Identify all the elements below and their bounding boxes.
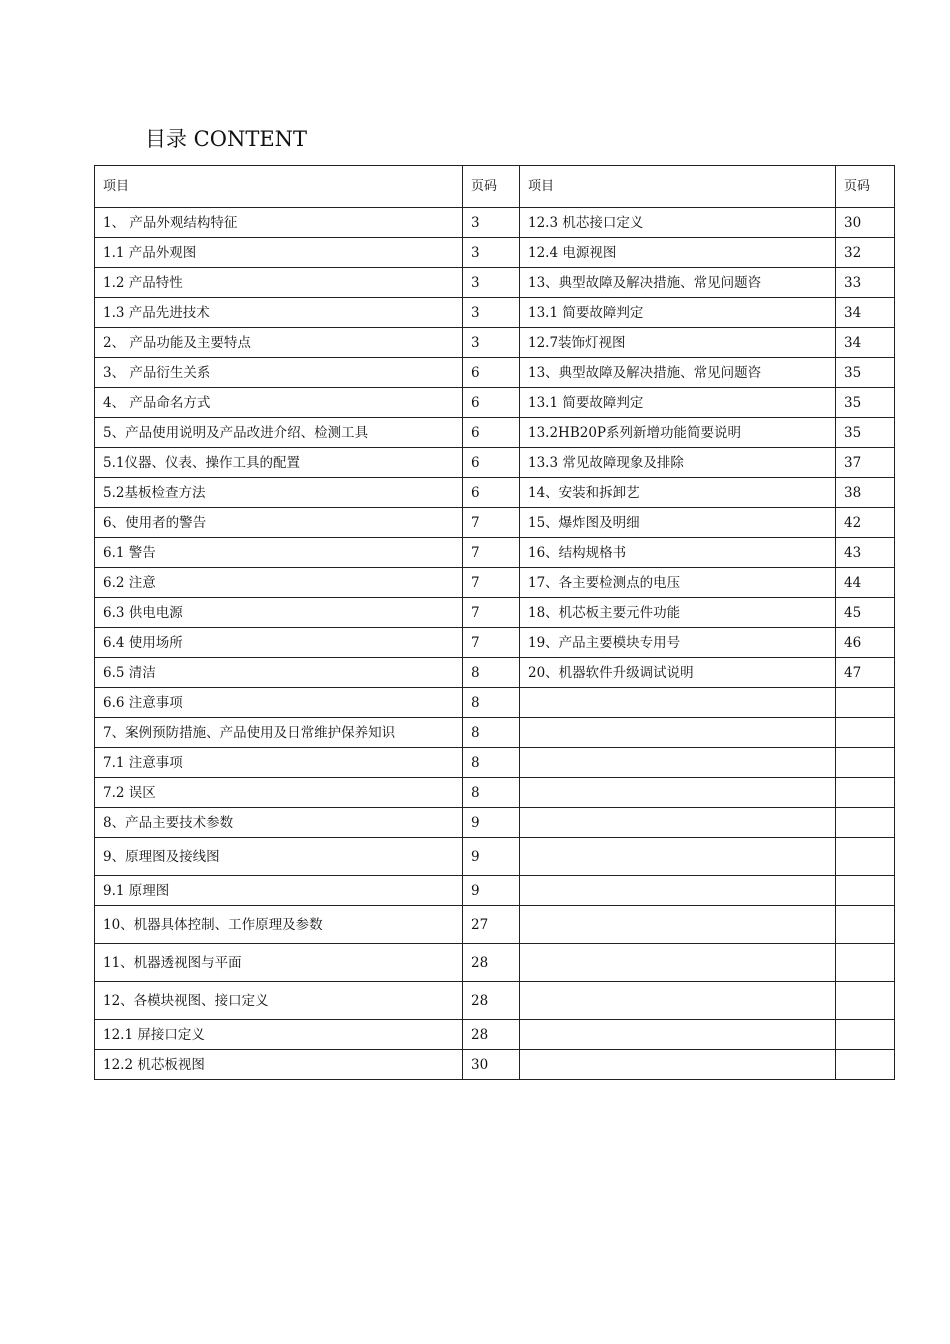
toc-item-right: 13、典型故障及解决措施、常见问题咨 (520, 358, 836, 388)
table-row (95, 876, 895, 906)
toc-item: 7、案例预防措施、产品使用及日常维护保养知识 (95, 718, 463, 748)
toc-page-right: 43 (836, 538, 895, 568)
toc-page-right: 32 (836, 238, 895, 268)
toc-page: 6 (463, 358, 520, 388)
toc-page: 28 (463, 944, 520, 982)
toc-item: 4、 产品命名方式 (95, 388, 463, 418)
table-row (95, 388, 895, 418)
toc-item-right-empty (520, 688, 836, 718)
toc-item: 5.1仪器、仪表、操作工具的配置 (95, 448, 463, 478)
toc-item: 1.1 产品外观图 (95, 238, 463, 268)
table-row (95, 418, 895, 448)
toc-table (94, 165, 895, 1080)
table-row (95, 718, 895, 748)
toc-page: 6 (463, 448, 520, 478)
toc-page-right: 33 (836, 268, 895, 298)
toc-item-right-empty (520, 838, 836, 876)
toc-page-right-empty (836, 876, 895, 906)
toc-page: 6 (463, 388, 520, 418)
toc-item-right-empty (520, 718, 836, 748)
table-row (95, 598, 895, 628)
table-row (95, 628, 895, 658)
toc-item: 5、产品使用说明及产品改进介绍、检测工具 (95, 418, 463, 448)
toc-page: 3 (463, 208, 520, 238)
toc-item-right: 19、产品主要模块专用号 (520, 628, 836, 658)
toc-item-right-empty (520, 906, 836, 944)
toc-page-right: 45 (836, 598, 895, 628)
toc-item-right: 20、机器软件升级调试说明 (520, 658, 836, 688)
table-row (95, 478, 895, 508)
toc-page: 7 (463, 538, 520, 568)
toc-item: 5.2基板检查方法 (95, 478, 463, 508)
toc-item-right-empty (520, 876, 836, 906)
toc-page-right-empty (836, 778, 895, 808)
toc-item: 7.2 误区 (95, 778, 463, 808)
toc-item: 9、原理图及接线图 (95, 838, 463, 876)
table-row (95, 448, 895, 478)
table-row (95, 1020, 895, 1050)
toc-page: 7 (463, 508, 520, 538)
toc-item: 1、 产品外观结构特征 (95, 208, 463, 238)
toc-item: 6.1 警告 (95, 538, 463, 568)
toc-page-right-empty (836, 1050, 895, 1080)
toc-page-right: 42 (836, 508, 895, 538)
table-row (95, 298, 895, 328)
toc-item-right-empty (520, 808, 836, 838)
table-row (95, 568, 895, 598)
toc-item-right-empty (520, 748, 836, 778)
toc-page-right-empty (836, 982, 895, 1020)
toc-item-right-empty (520, 1020, 836, 1050)
toc-item: 1.2 产品特性 (95, 268, 463, 298)
toc-item: 8、产品主要技术参数 (95, 808, 463, 838)
toc-page: 3 (463, 328, 520, 358)
toc-item-right: 15、爆炸图及明细 (520, 508, 836, 538)
table-row (95, 508, 895, 538)
toc-item: 9.1 原理图 (95, 876, 463, 906)
toc-page-right: 37 (836, 448, 895, 478)
toc-item: 12.1 屏接口定义 (95, 1020, 463, 1050)
toc-page-right: 47 (836, 658, 895, 688)
toc-item: 6.4 使用场所 (95, 628, 463, 658)
toc-page-right-empty (836, 944, 895, 982)
toc-item: 6.6 注意事项 (95, 688, 463, 718)
toc-item: 1.3 产品先进技术 (95, 298, 463, 328)
table-row (95, 238, 895, 268)
toc-item-right: 12.7装饰灯视图 (520, 328, 836, 358)
toc-item-right: 17、各主要检测点的电压 (520, 568, 836, 598)
toc-page: 8 (463, 658, 520, 688)
toc-page: 28 (463, 982, 520, 1020)
toc-page: 9 (463, 876, 520, 906)
table-row (95, 748, 895, 778)
toc-page: 8 (463, 688, 520, 718)
table-row (95, 688, 895, 718)
table-row (95, 944, 895, 982)
toc-page-right-empty (836, 838, 895, 876)
toc-item: 6.5 清洁 (95, 658, 463, 688)
table-header-row (95, 166, 895, 208)
toc-page: 27 (463, 906, 520, 944)
toc-page-right: 46 (836, 628, 895, 658)
table-row (95, 838, 895, 876)
toc-page: 6 (463, 418, 520, 448)
toc-item: 11、机器透视图与平面 (95, 944, 463, 982)
toc-item: 12、各模块视图、接口定义 (95, 982, 463, 1020)
table-row (95, 658, 895, 688)
toc-page-right: 35 (836, 358, 895, 388)
toc-item-right-empty (520, 1050, 836, 1080)
toc-page: 3 (463, 268, 520, 298)
toc-item: 6.2 注意 (95, 568, 463, 598)
toc-page: 28 (463, 1020, 520, 1050)
toc-page-right-empty (836, 808, 895, 838)
toc-item-right-empty (520, 982, 836, 1020)
toc-page-right-empty (836, 1020, 895, 1050)
toc-item: 6.3 供电电源 (95, 598, 463, 628)
toc-item-right: 14、安装和拆卸艺 (520, 478, 836, 508)
toc-page: 8 (463, 718, 520, 748)
toc-page: 3 (463, 238, 520, 268)
toc-page: 8 (463, 748, 520, 778)
toc-page-right-empty (836, 748, 895, 778)
column-header-item-right: 项目 (520, 166, 836, 208)
toc-page-right: 35 (836, 388, 895, 418)
page-title: 目录 CONTENT (145, 127, 308, 151)
toc-page: 9 (463, 838, 520, 876)
toc-page: 8 (463, 778, 520, 808)
toc-page-right: 34 (836, 298, 895, 328)
column-header-page-right: 页码 (836, 166, 895, 208)
toc-item-right: 13、典型故障及解决措施、常见问题咨 (520, 268, 836, 298)
table-row (95, 1050, 895, 1080)
toc-page-right: 38 (836, 478, 895, 508)
table-row (95, 328, 895, 358)
toc-page: 3 (463, 298, 520, 328)
toc-page-right: 35 (836, 418, 895, 448)
toc-item-right: 12.4 电源视图 (520, 238, 836, 268)
toc-item: 3、 产品衍生关系 (95, 358, 463, 388)
toc-page: 9 (463, 808, 520, 838)
toc-page-right: 30 (836, 208, 895, 238)
toc-item: 2、 产品功能及主要特点 (95, 328, 463, 358)
toc-page-right-empty (836, 688, 895, 718)
toc-item-right: 18、机芯板主要元件功能 (520, 598, 836, 628)
toc-page: 6 (463, 478, 520, 508)
toc-item: 6、使用者的警告 (95, 508, 463, 538)
column-header-item: 项目 (95, 166, 463, 208)
toc-item-right: 13.1 简要故障判定 (520, 298, 836, 328)
table-row (95, 538, 895, 568)
table-row (95, 808, 895, 838)
toc-page: 7 (463, 598, 520, 628)
toc-page: 7 (463, 628, 520, 658)
toc-item-right: 13.3 常见故障现象及排除 (520, 448, 836, 478)
toc-item-right: 16、结构规格书 (520, 538, 836, 568)
toc-item: 12.2 机芯板视图 (95, 1050, 463, 1080)
toc-page: 30 (463, 1050, 520, 1080)
table-row (95, 778, 895, 808)
toc-item: 7.1 注意事项 (95, 748, 463, 778)
table-row (95, 358, 895, 388)
toc-item: 10、机器具体控制、工作原理及参数 (95, 906, 463, 944)
toc-item-right-empty (520, 778, 836, 808)
table-row (95, 268, 895, 298)
toc-item-right-empty (520, 944, 836, 982)
table-row (95, 208, 895, 238)
toc-page-right: 44 (836, 568, 895, 598)
toc-page: 7 (463, 568, 520, 598)
toc-item-right: 13.1 简要故障判定 (520, 388, 836, 418)
toc-page-right-empty (836, 718, 895, 748)
toc-item-right: 12.3 机芯接口定义 (520, 208, 836, 238)
toc-page-right: 34 (836, 328, 895, 358)
column-header-page: 页码 (463, 166, 520, 208)
table-row (95, 906, 895, 944)
toc-item-right: 13.2HB20P系列新增功能简要说明 (520, 418, 836, 448)
table-row (95, 982, 895, 1020)
toc-page-right-empty (836, 906, 895, 944)
